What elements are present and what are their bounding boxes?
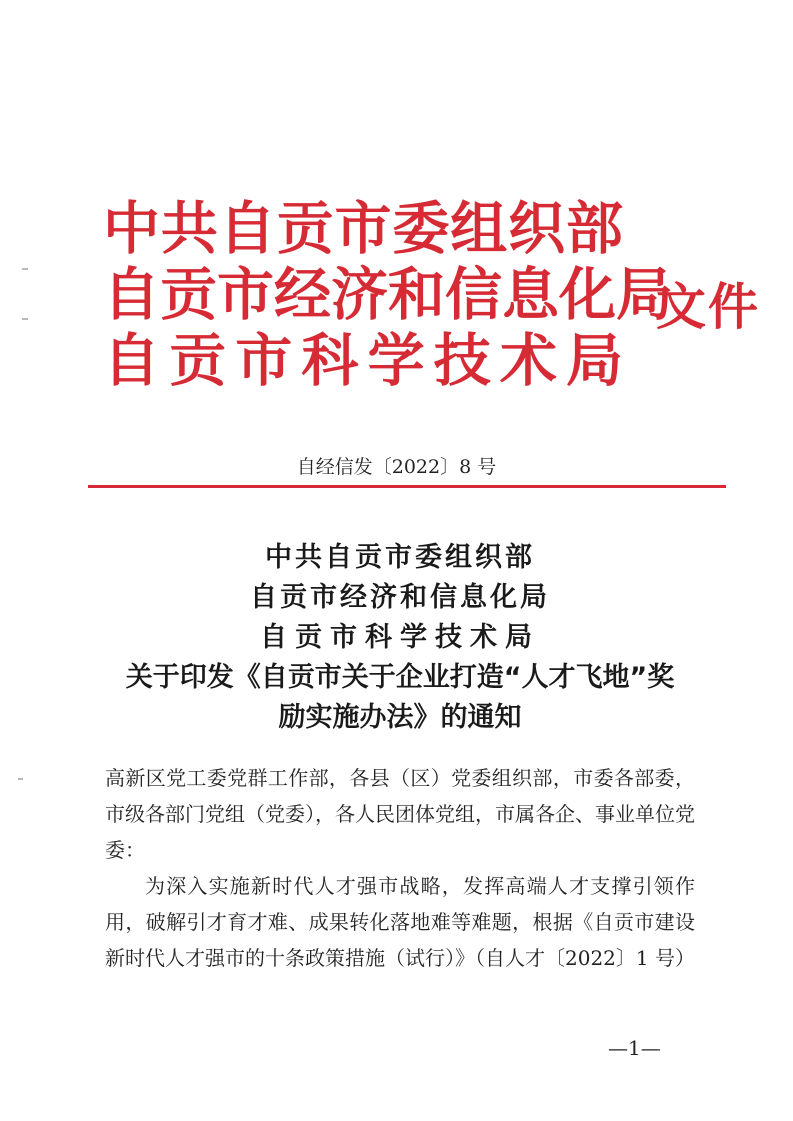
issuer-char: 市	[217, 262, 274, 328]
issuer-char: 技	[433, 328, 491, 394]
issuer-line-2	[103, 262, 673, 328]
scan-speck	[22, 318, 28, 320]
notice-body	[105, 760, 695, 976]
scan-speck	[18, 778, 23, 780]
title-line-1: 中共自贡市委组织部	[265, 542, 535, 573]
title-line-5: 励实施办法》的通知	[278, 702, 522, 733]
page-number: —1—	[608, 1036, 661, 1060]
issuer-char: 局	[565, 328, 623, 394]
notice-title	[80, 538, 720, 738]
issuer-char: 经	[274, 262, 331, 328]
issuer-char: 市	[235, 328, 293, 394]
issuer-char: 息	[502, 262, 559, 328]
red-divider-line	[88, 485, 726, 488]
issuer-char: 贡	[160, 262, 217, 328]
document-label: 文件	[656, 278, 760, 336]
scan-speck	[22, 268, 28, 270]
issuer-char: 自	[103, 328, 160, 394]
issuer-line-1	[103, 196, 623, 262]
document-number: 自经信发〔2022〕8 号	[296, 456, 497, 478]
issuer-char: 贡	[276, 196, 334, 262]
issuer-char: 化	[559, 262, 616, 328]
issuer-char: 部	[566, 196, 623, 262]
issuer-char: 科	[301, 328, 359, 394]
issuing-organizations	[103, 196, 673, 394]
issuer-char: 组	[450, 196, 508, 262]
issuer-char: 自	[103, 262, 160, 328]
issuer-char: 术	[499, 328, 557, 394]
issuer-char: 市	[334, 196, 392, 262]
issuer-char: 共	[160, 196, 218, 262]
title-line-2: 自贡市经济和信息化局	[250, 582, 550, 613]
body-paragraph: 为深入实施新时代人才强市战略，发挥高端人才支撑引领作用，破解引才育才难、成果转化落地难等难题，根据《自贡市建设新时代人才强市的十条政策措施（试行）》（自人才〔2022〕1 号）	[105, 874, 695, 970]
issuer-char: 信	[445, 262, 502, 328]
issuer-char: 济	[331, 262, 388, 328]
issuer-char: 局	[616, 262, 673, 328]
issuer-char: 自	[218, 196, 276, 262]
issuer-char: 委	[392, 196, 450, 262]
issuer-char: 织	[508, 196, 566, 262]
issuer-line-3	[103, 328, 623, 394]
issuer-char: 贡	[169, 328, 227, 394]
issuer-char: 中	[103, 196, 160, 262]
issuer-char: 和	[388, 262, 445, 328]
title-line-4: 关于印发《自贡市关于企业打造“人才飞地”奖	[125, 662, 675, 693]
title-line-3: 自贡市科学技术局	[260, 622, 540, 653]
addressee-paragraph: 高新区党工委党群工作部，各县（区）党委组织部，市委各部委，市级各部门党组（党委），各人民团体党组，市属各企、事业单位党委：	[105, 766, 695, 862]
issuer-char: 学	[367, 328, 425, 394]
